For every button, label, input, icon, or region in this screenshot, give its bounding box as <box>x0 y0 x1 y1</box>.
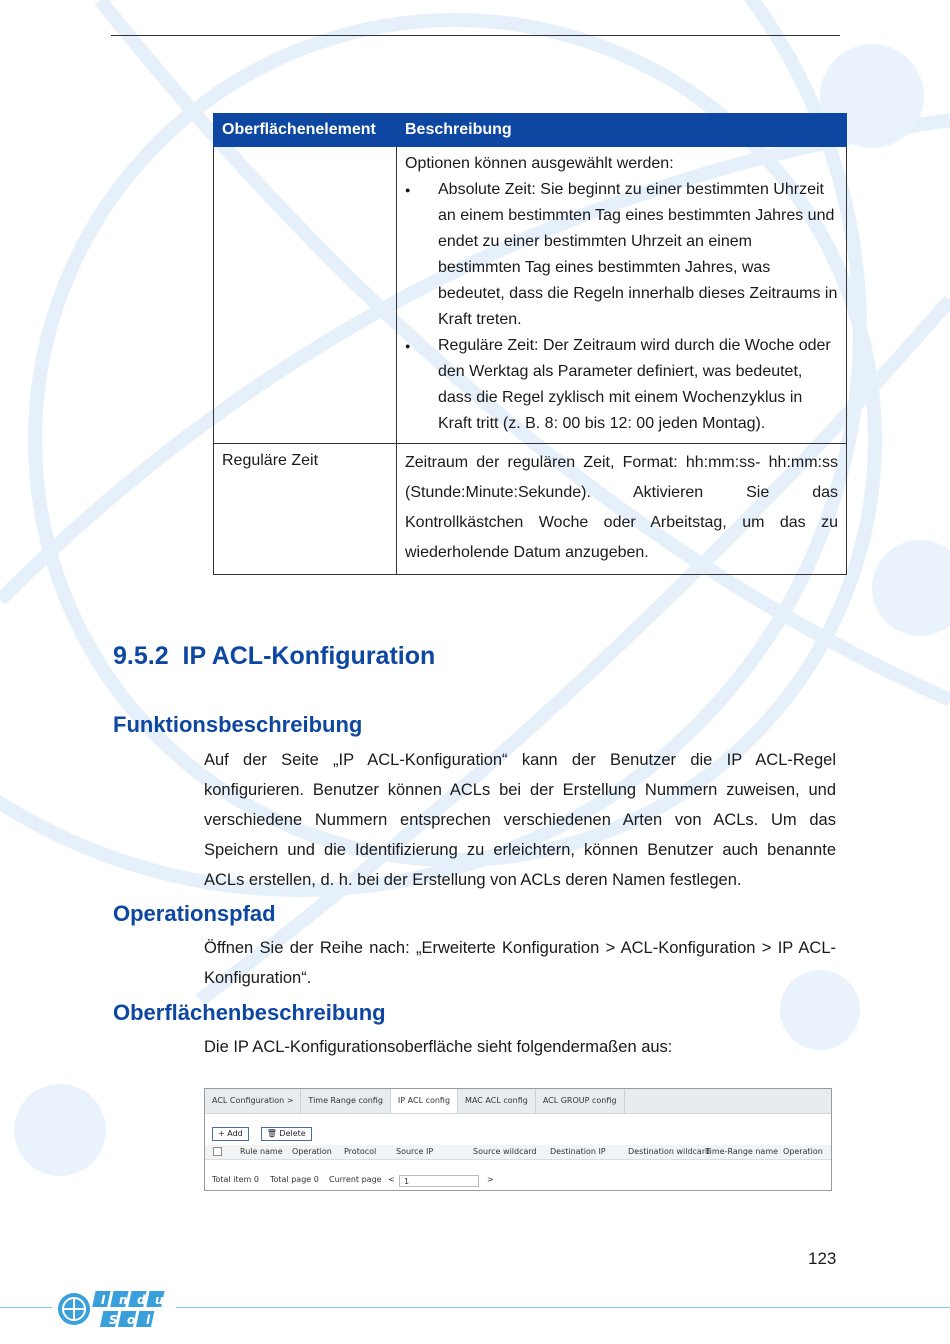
tab-acl-configuration[interactable]: ACL Configuration > <box>205 1089 301 1113</box>
tab-ip-acl-config[interactable]: IP ACL config <box>391 1089 458 1113</box>
col-destination-ip: Destination IP <box>550 1147 606 1156</box>
toolbar <box>212 1127 312 1141</box>
prev-page-button[interactable]: < <box>388 1175 395 1184</box>
funktion-heading: Funktionsbeschreibung <box>113 712 363 737</box>
table-header <box>205 1145 831 1160</box>
list-item: ● Absolute Zeit: Sie beginnt zu einer bestimmten Uhrzeit an einem bestimmten Tag eines bestimmten Jahres und endet zu einer bestimmten Uhrzeit an einem bestimmten Tag eines bestimmten Jahres, was bedeutet, dass die Regeln innerhalb dieses Zeitraums in Kraft treten. <box>405 177 838 333</box>
next-page-button[interactable]: > <box>487 1175 494 1184</box>
oberflaeche-text: Die IP ACL-Konfigurationsoberfläche sieht folgendermaßen aus: <box>204 1038 673 1056</box>
operation-heading: Operationspfad <box>113 901 276 926</box>
col-source-ip: Source IP <box>396 1147 434 1156</box>
indusol-logo <box>56 1289 168 1333</box>
column-header-description: Beschreibung <box>397 114 847 147</box>
logo-letter: d <box>137 1293 146 1307</box>
col-destination-wildcard: Destination wildcard <box>628 1147 711 1156</box>
column-header-element: Oberflächenelement <box>214 114 397 147</box>
logo-letter: o <box>127 1313 136 1327</box>
delete-button[interactable]: 🗑 Delete <box>261 1127 312 1141</box>
tab-mac-acl-config[interactable]: MAC ACL config <box>458 1089 536 1113</box>
pagination <box>212 1173 831 1187</box>
current-page-input[interactable]: 1 <box>399 1175 479 1187</box>
logo-letter: l <box>146 1313 151 1327</box>
row2-description-cell: Zeitraum der regulären Zeit, Format: hh:mm:ss- hh:mm:ss (Stunde:Minute:Sekunde). Aktivieren Sie das Kontrollkästchen Woche oder Arbeitstag, um das zu wiederholende Datum anzugeben. <box>397 444 847 575</box>
current-page-label: Current page <box>329 1175 382 1184</box>
logo-letter: u <box>155 1293 164 1307</box>
col-protocol: Protocol <box>344 1147 377 1156</box>
oberflaeche-heading: Oberflächenbeschreibung <box>113 1000 386 1025</box>
logo-letter: n <box>119 1293 128 1307</box>
total-page: Total page 0 <box>270 1175 319 1184</box>
page-number: 123 <box>808 1249 837 1268</box>
footer-rule-left <box>0 1307 52 1308</box>
option-list <box>405 177 838 437</box>
description-table <box>213 113 847 575</box>
row1-element-cell <box>214 147 397 444</box>
footer-rule-right <box>176 1307 950 1308</box>
row1-description-cell <box>397 147 847 444</box>
section-heading <box>113 642 435 671</box>
tab-bar <box>205 1089 831 1114</box>
funktion-text: Auf der Seite „IP ACL-Konfiguration“ kann der Benutzer die IP ACL-Regel konfigurieren. Benutzer können ACLs bei der Erstellung Nummern zuweisen, und verschiedene Nummern entsprechen verschiedenen Arten von ACLs. Um das Speichern und die Identifizierung zu erleichtern, können Benutzer auch benannte ACLs erstellen, d. h. bei der Erstellung von ACLs deren Namen festlegen. <box>204 751 836 889</box>
tab-acl-group-config[interactable]: ACL GROUP config <box>536 1089 625 1113</box>
header-rule <box>111 35 840 36</box>
table-row <box>214 444 847 575</box>
row2-element-cell: Reguläre Zeit <box>214 444 397 575</box>
add-button[interactable]: + Add <box>212 1127 249 1141</box>
section-number: 9.5.2 <box>113 642 169 670</box>
list-item: ● Reguläre Zeit: Der Zeitraum wird durch die Woche oder den Werktag als Parameter definiert, was bedeutet, dass die Regel zyklisch mit einem Wochenzyklus in Kraft tritt (z. B. 8: 00 bis 12: 00 jeden Montag). <box>405 333 838 437</box>
tab-time-range-config[interactable]: Time Range config <box>301 1089 391 1113</box>
col-operation: Operation <box>292 1147 332 1156</box>
logo-letter: S <box>109 1313 118 1327</box>
operation-text: Öffnen Sie der Reihe nach: „Erweiterte Konfiguration > ACL-Konfiguration > IP ACL-Konfiguration“. <box>204 939 836 987</box>
col-rule-name: Rule name <box>240 1147 283 1156</box>
table-header-row <box>214 114 847 147</box>
section-title: IP ACL-Konfiguration <box>182 642 436 670</box>
col-source-wildcard: Source wildcard <box>473 1147 537 1156</box>
ip-acl-config-screenshot <box>204 1088 832 1191</box>
select-all-checkbox[interactable] <box>213 1147 222 1156</box>
logo-letter: I <box>101 1293 106 1307</box>
table-row <box>214 147 847 444</box>
col-operation-2: Operation <box>783 1147 823 1156</box>
total-item: Total item 0 <box>212 1175 259 1184</box>
col-time-range-name: Time-Range name <box>705 1147 779 1156</box>
row1-intro: Optionen können ausgewählt werden: <box>405 155 674 172</box>
